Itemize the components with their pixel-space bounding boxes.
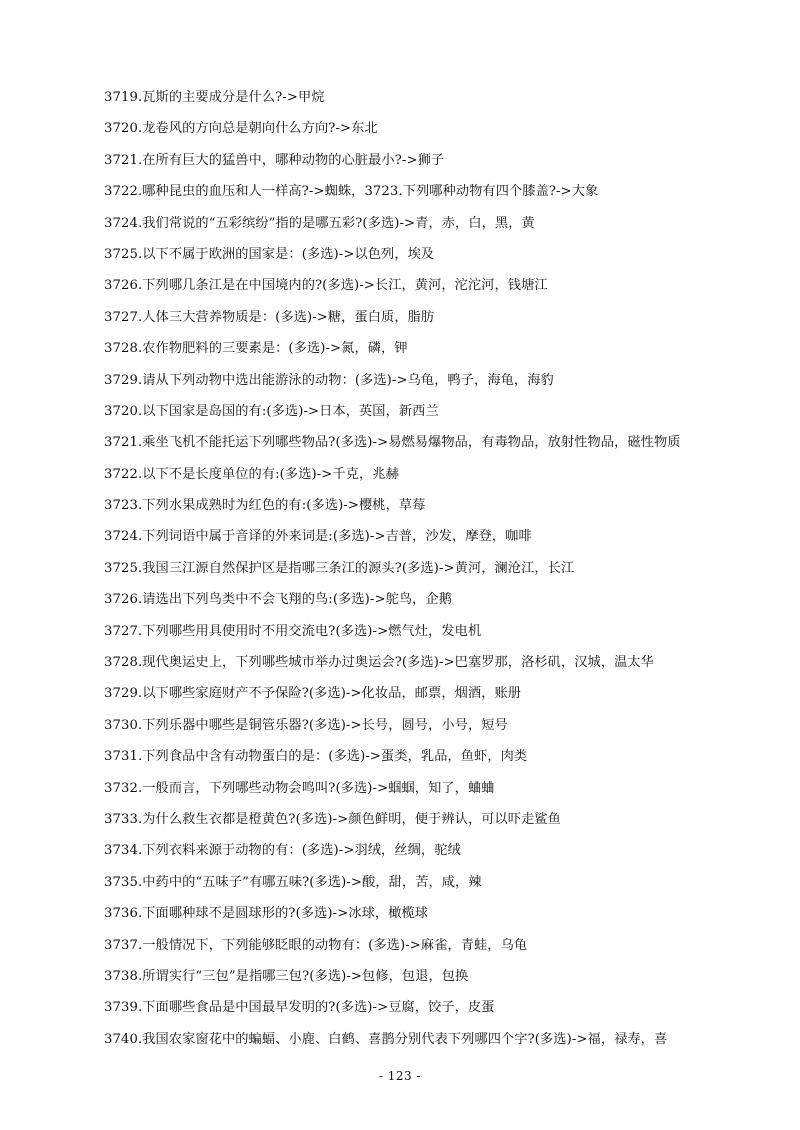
list-item: 3728.农作物肥料的三要素是：(多选)->氮，磷，钾 [104,341,408,357]
question-answer-list [104,82,764,1055]
list-item: 3728.现代奥运史上，下列哪些城市举办过奥运会?(多选)->巴塞罗那，洛杉矶，汉城，温太华 [104,655,654,671]
list-item: 3734.下列衣料来源于动物的有：(多选)->羽绒，丝绸，驼绒 [104,843,461,859]
list-item: 3740.我国农家窗花中的蝙蝠、小鹿、白鹤、喜鹊分别代表下列哪四个字?(多选)->福，禄寿，喜 [104,1031,668,1047]
list-item: 3720.龙卷风的方向总是朝向什么方向?->东北 [104,121,378,137]
list-item: 3735.中药中的“五味子”有哪五味?(多选)->酸，甜，苦，咸，辣 [104,874,482,890]
list-item: 3737.一般情况下，下列能够眨眼的动物有：(多选)->麻雀，青蛙，乌龟 [104,937,528,953]
list-item: 3721.乘坐飞机不能托运下列哪些物品?(多选)->易燃易爆物品，有毒物品，放射性物品，磁性物质 [104,435,681,451]
list-item: 3729.请从下列动物中选出能游泳的动物：(多选)->乌龟，鸭子，海龟，海豹 [104,372,554,388]
list-item: 3732.一般而言，下列哪些动物会鸣叫?(多选)->蝈蝈，知了，蛐蛐 [104,780,495,796]
list-item: 3721.在所有巨大的猛兽中，哪种动物的心脏最小?->狮子 [104,152,445,168]
list-item: 3725.我国三江源自然保护区是指哪三条江的源头?(多选)->黄河，澜沧江，长江 [104,560,575,576]
list-item: 3719.瓦斯的主要成分是什么?->甲烷 [104,90,325,105]
list-item: 3722.哪种昆虫的血压和人一样高?->蜘蛛，3723.下列哪种动物有四个膝盖?->大象 [104,184,599,200]
list-item: 3738.所谓实行“三包”是指哪三包?(多选)->包修，包退，包换 [104,968,469,984]
list-item: 3729.以下哪些家庭财产不予保险?(多选)->化妆品，邮票，烟酒，账册 [104,686,522,702]
page-number: - 123 - [378,1069,422,1083]
list-item: 3733.为什么救生衣都是橙黄色?(多选)->颜色鲜明，便于辨认，可以吓走鲨鱼 [104,811,561,827]
list-item: 3720.以下国家是岛国的有:(多选)->日本，英国，新西兰 [104,403,439,419]
list-item: 3731.下列食品中含有动物蛋白的是：(多选)->蛋类，乳品，鱼虾，肉类 [104,749,528,765]
list-item: 3727.下列哪些用具使用时不用交流电?(多选)->燃气灶，发电机 [104,623,482,639]
list-item: 3736.下面哪种球不是圆球形的?(多选)->冰球，橄榄球 [104,906,429,922]
list-item: 3726.请选出下列鸟类中不会飞翔的鸟:(多选)->鸵鸟，企鹅 [104,592,453,608]
list-item: 3725.以下不属于欧洲的国家是：(多选)->以色列，埃及 [104,246,435,262]
list-item: 3727.人体三大营养物质是：(多选)->糖，蛋白质，脂肪 [104,309,435,325]
list-item: 3722.以下不是长度单位的有:(多选)->千克，兆赫 [104,466,399,482]
list-item: 3724.我们常说的“五彩缤纷”指的是哪五彩?(多选)->青，赤，白，黑，黄 [104,215,535,231]
list-item: 3730.下列乐器中哪些是铜管乐器?(多选)->长号，圆号，小号，短号 [104,717,508,733]
list-item: 3726.下列哪几条江是在中国境内的?(多选)->长江，黄河，沱沱河，钱塘江 [104,278,548,294]
list-item: 3739.下面哪些食品是中国最早发明的?(多选)->豆腐，饺子，皮蛋 [104,1000,495,1016]
list-item: 3724.下列词语中属于音译的外来词是:(多选)->吉普，沙发，摩登，咖啡 [104,529,532,545]
list-item: 3723.下列水果成熟时为红色的有:(多选)->樱桃，草莓 [104,498,426,514]
